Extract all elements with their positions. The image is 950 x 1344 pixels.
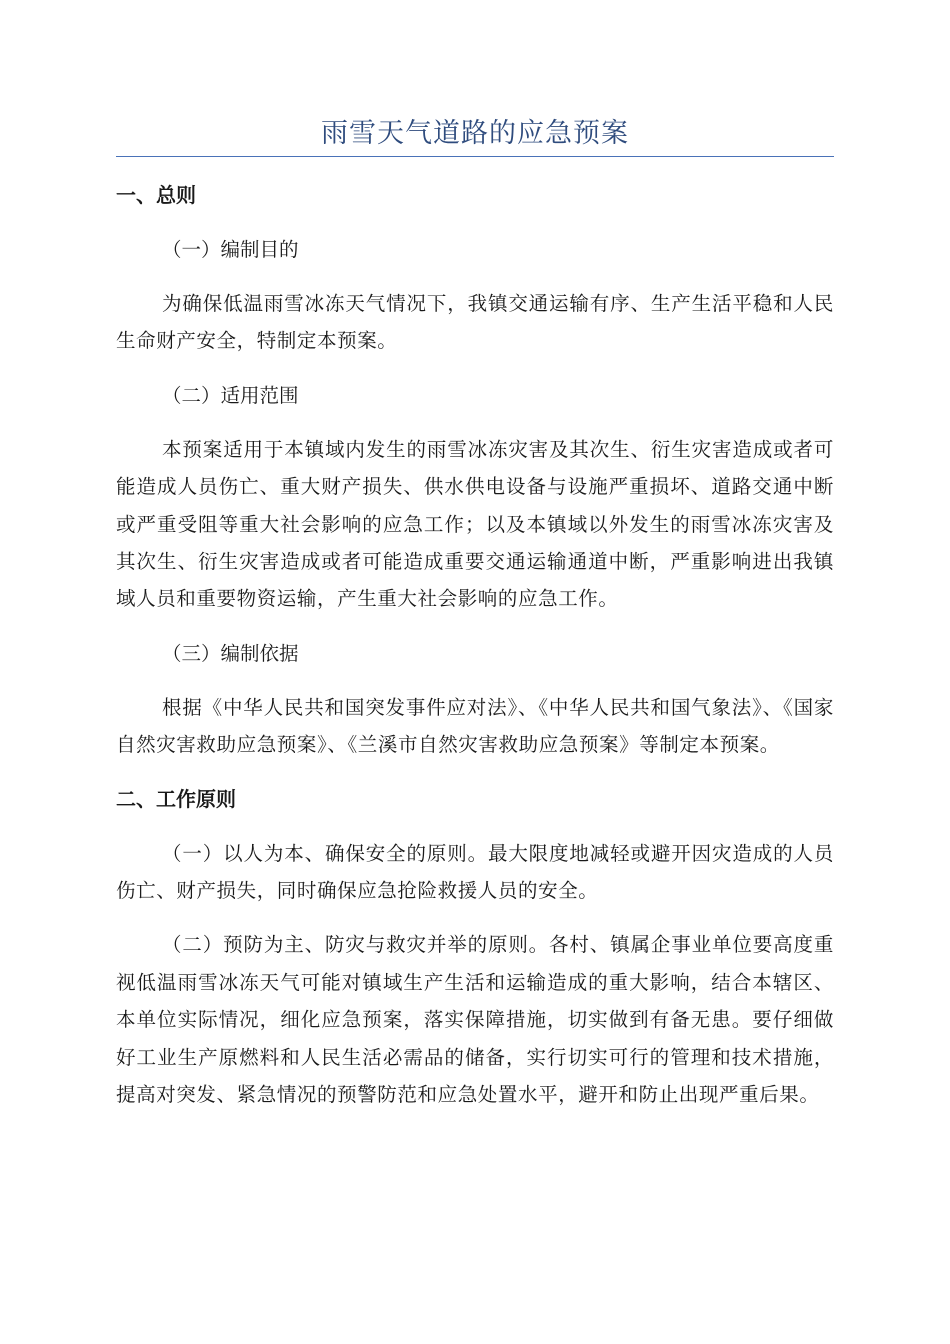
subheading-purpose: （一）编制目的 (162, 238, 299, 261)
paragraph-purpose: 为确保低温雨雪冰冻天气情况下，我镇交通运输有序、生产生活平稳和人民生命财产安全，特制定本预案。 (116, 292, 834, 353)
paragraph-basis: 根据《中华人民共和国突发事件应对法》、《中华人民共和国气象法》、《国家自然灾害救助应急预案》、《兰溪市自然灾害救助应急预案》等制定本预案。 (116, 695, 834, 757)
paragraph-principle-1: （一）以人为本、确保安全的原则。最大限度地减轻或避开因灾造成的人员伤亡、财产损失，同时确保应急抢险救援人员的安全。 (116, 841, 834, 903)
document-title: 雨雪天气道路的应急预案 (321, 118, 629, 149)
paragraph-principle-2: （二）预防为主、防灾与救灾并举的原则。各村、镇属企事业单位要高度重视低温雨雪冰冻天气可能对镇域生产生活和运输造成的重大影响，结合本辖区、本单位实际情况，细化应急预案，落实保障措施，切实做到有备无患。要仔细做好工业生产原燃料和人民生活必需品的储备，实行切实可行的管理和技术措施，提高对突发、紧急情况的预警防范和应急处置水平，避开和防止出现严重后果。 (116, 933, 834, 1107)
subheading-scope: （二）适用范围 (162, 383, 299, 407)
title-underline (116, 156, 834, 157)
document-page (116, 112, 834, 1131)
subheading-basis: （三）编制依据 (162, 641, 299, 665)
section-heading-principles: 二、工作原则 (116, 786, 236, 811)
paragraph-scope: 本预案适用于本镇域内发生的雨雪冰冻灾害及其次生、衍生灾害造成或者可能造成人员伤亡、重大财产损失、供水供电设备与设施严重损坏、道路交通中断或严重受阻等重大社会影响的应急工作；以及本镇域以外发生的雨雪冰冻灾害及其次生、衍生灾害造成或者可能造成重要交通运输通道中断，严重影响进出我镇域人员和重要物资运输，产生重大社会影响的应急工作。 (116, 437, 834, 611)
section-heading-general: 一、总则 (116, 183, 196, 207)
